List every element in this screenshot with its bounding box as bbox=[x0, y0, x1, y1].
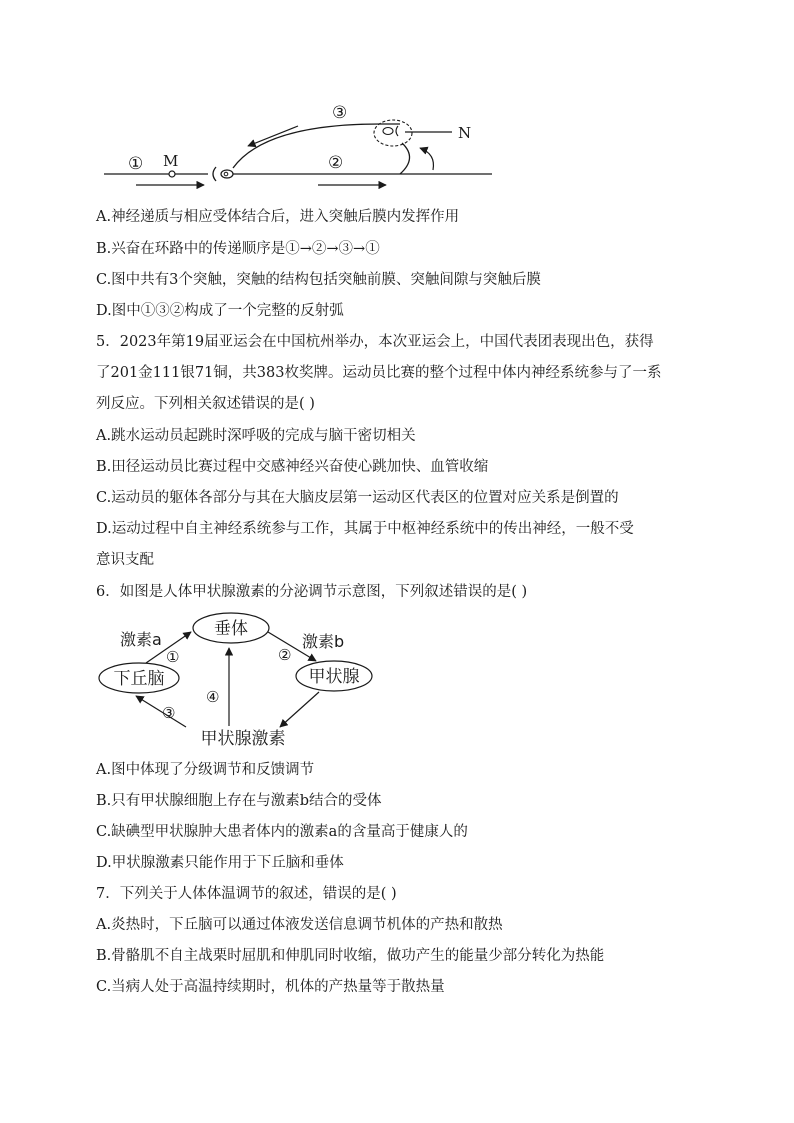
label-num-2: ② bbox=[278, 646, 292, 664]
label-thyroid: 甲状腺 bbox=[308, 667, 360, 687]
neural-circuit-figure bbox=[100, 98, 500, 190]
q4-option-d: D.图中①③②构成了一个完整的反射弧 bbox=[96, 303, 344, 319]
label-pituitary: 垂体 bbox=[214, 619, 248, 639]
point-m bbox=[169, 171, 175, 177]
arrow-top bbox=[248, 126, 298, 146]
q5-option-b: B.田径运动员比赛过程中交感神经兴奋使心跳加快、血管收缩 bbox=[96, 459, 489, 475]
q6-option-d: D.甲状腺激素只能作用于下丘脑和垂体 bbox=[96, 855, 344, 871]
loop-arc bbox=[233, 124, 400, 168]
q4-option-b: B.兴奋在环路中的传递顺序是①→②→③→① bbox=[96, 241, 380, 257]
thyroid-regulation-figure bbox=[96, 610, 386, 756]
q5-option-a: A.跳水运动员起跳时深呼吸的完成与脑干密切相关 bbox=[96, 428, 416, 444]
q5-stem-line-1: 5．2023年第19届亚运会在中国杭州举办，本次亚运会上，中国代表团表现出色，获得 bbox=[96, 334, 654, 350]
q6-option-a: A.图中体现了分级调节和反馈调节 bbox=[96, 762, 315, 778]
label-thyroid-hormone: 甲状腺激素 bbox=[200, 729, 286, 749]
synapse-bouton-right bbox=[383, 128, 393, 135]
synapse-left bbox=[213, 167, 216, 181]
label-num-1: ① bbox=[166, 648, 180, 666]
label-circle-2: ② bbox=[328, 153, 344, 173]
q5-option-c: C.运动员的躯体各部分与其在大脑皮层第一运动区代表区的位置对应关系是倒置的 bbox=[96, 490, 619, 506]
loop-right bbox=[400, 143, 410, 174]
label-n: N bbox=[458, 124, 472, 142]
q7-option-c: C.当病人处于高温持续期时，机体的产热量等于散热量 bbox=[96, 979, 445, 995]
label-num-3: ③ bbox=[162, 704, 176, 722]
q5-option-d: D.运动过程中自主神经系统参与工作，其属于中枢神经系统中的传出神经，一般不受 bbox=[96, 521, 634, 537]
q4-option-c: C.图中共有3个突触，突触的结构包括突触前膜、突触间隙与突触后膜 bbox=[96, 272, 541, 288]
label-circle-3: ③ bbox=[332, 103, 348, 123]
q6-stem: 6．如图是人体甲状腺激素的分泌调节示意图，下列叙述错误的是( ) bbox=[96, 584, 528, 600]
q5-stem-line-3: 列反应。下列相关叙述错误的是( ) bbox=[96, 396, 315, 412]
label-hypothalamus: 下丘脑 bbox=[113, 669, 165, 689]
q7-option-a: A.炎热时，下丘脑可以通过体液发送信息调节机体的产热和散热 bbox=[96, 917, 503, 933]
label-circle-1: ① bbox=[128, 154, 144, 174]
q5-stem-line-2: 了201金111银71铜，共383枚奖牌。运动员比赛的整个过程中体内神经系统参与了一系 bbox=[96, 365, 662, 381]
label-num-4: ④ bbox=[206, 688, 220, 706]
q7-stem: 7．下列关于人体体温调节的叙述，错误的是( ) bbox=[96, 886, 397, 902]
q7-option-b: B.骨骼肌不自主战栗时屈肌和伸肌同时收缩，做功产生的能量少部分转化为热能 bbox=[96, 948, 605, 964]
synapse-cleft-right bbox=[396, 126, 398, 136]
arrow-curved bbox=[420, 148, 433, 170]
synapse-bouton-left bbox=[221, 170, 233, 178]
arrow-hormone-to-hypothalamus bbox=[136, 696, 186, 727]
label-hormone-b: 激素b bbox=[302, 632, 345, 651]
arrow-thyroid-to-hormone bbox=[280, 692, 319, 727]
label-m: M bbox=[163, 152, 179, 170]
q6-option-c: C.缺碘型甲状腺肿大患者体内的激素a的含量高于健康人的 bbox=[96, 824, 468, 840]
q6-option-b: B.只有甲状腺细胞上存在与激素b结合的受体 bbox=[96, 793, 382, 809]
q4-option-a: A.神经递质与相应受体结合后，进入突触后膜内发挥作用 bbox=[96, 209, 460, 225]
label-hormone-a: 激素a bbox=[120, 630, 162, 649]
q5-option-d-cont: 意识支配 bbox=[96, 552, 154, 568]
